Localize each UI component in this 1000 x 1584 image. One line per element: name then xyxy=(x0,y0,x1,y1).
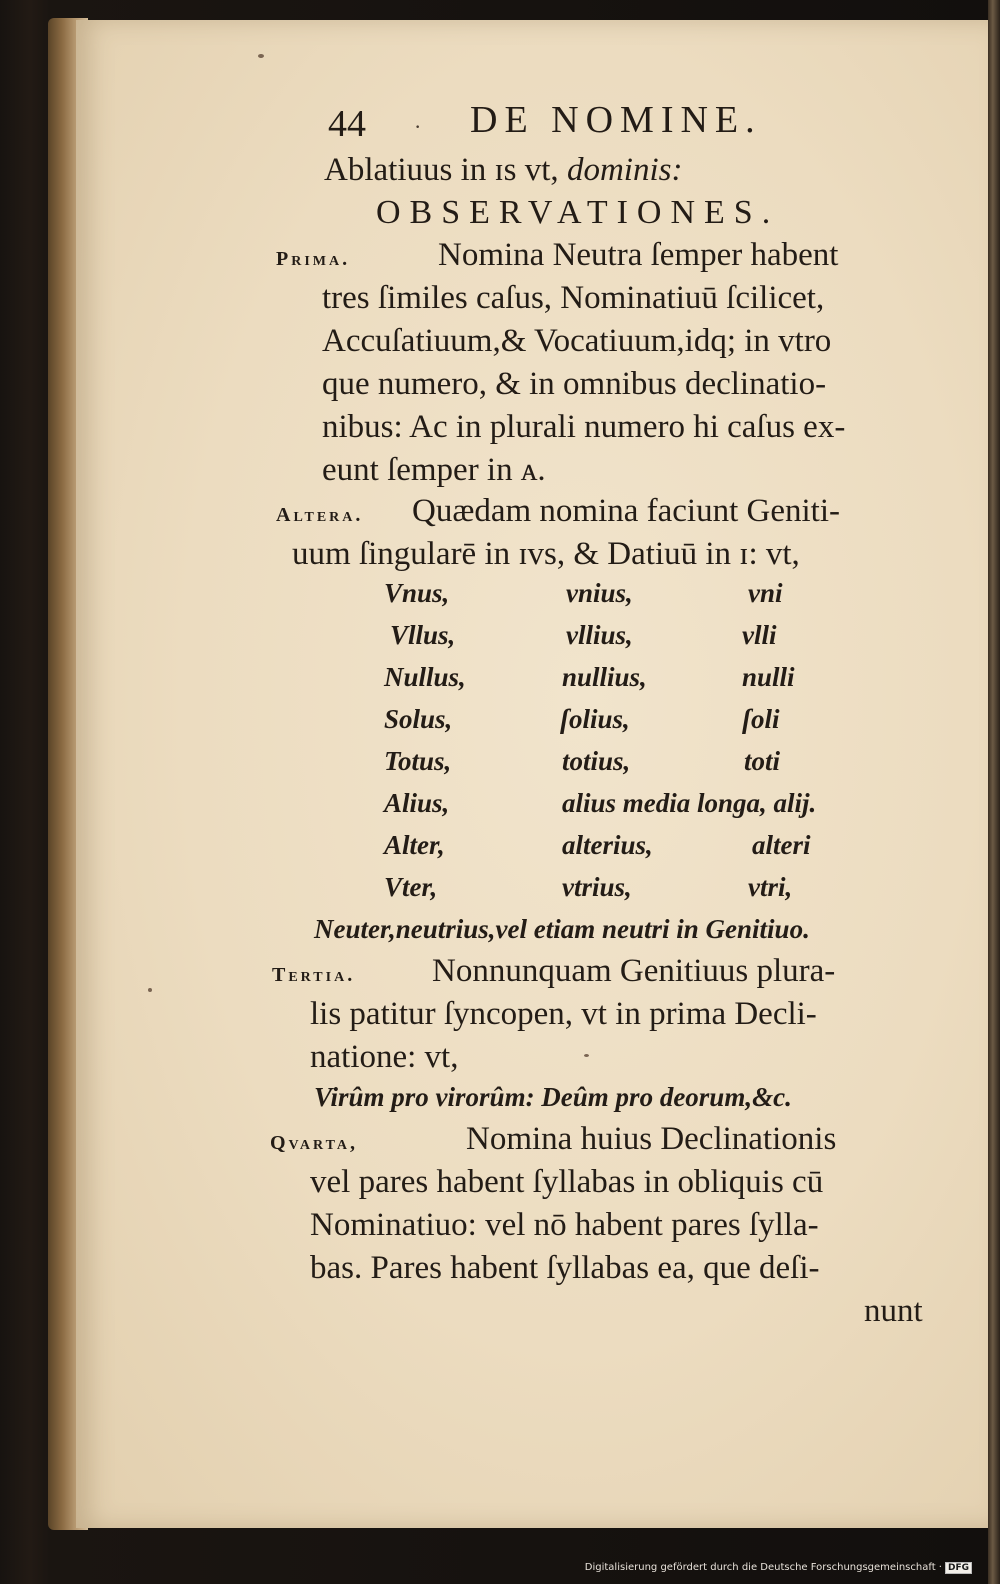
genitive-cell: nullius, xyxy=(562,662,647,692)
neuter-line: Neuter,neutrius,vel etiam neutri in Genitiuo. xyxy=(314,914,810,944)
nominative-cell: Vllus, xyxy=(390,620,456,650)
tertia-line-3: natione: vt, xyxy=(310,1039,459,1075)
altera-label: Altera. xyxy=(276,504,364,526)
nominative-cell: Nullus, xyxy=(384,662,466,692)
prima-line-2: tres ſimiles caſus, Nominatiuū ſcilicet, xyxy=(322,280,825,316)
running-head-title: DE NOMINE. xyxy=(470,99,762,141)
genitive-cell: vllius, xyxy=(566,620,633,650)
dative-cell: ſoli xyxy=(742,704,780,734)
dative-cell: vtri, xyxy=(748,872,793,902)
quarta-line-4: bas. Pares habent ſyllabas ea, que deſi- xyxy=(310,1250,820,1286)
head-separator: · xyxy=(414,114,422,139)
nominative-cell: Vnus, xyxy=(384,578,450,608)
nominative-cell: Solus, xyxy=(384,704,453,734)
ablative-example: dominis: xyxy=(566,152,683,188)
paper-fleck xyxy=(584,1054,589,1057)
tertia-line-1: Nonnunquam Genitiuus plura- xyxy=(432,953,836,989)
genitive-cell: alius media longa, alij. xyxy=(562,788,817,818)
dative-cell: vni xyxy=(748,578,783,608)
ablative-text: Ablatiuus in ɪs vt, xyxy=(324,152,567,188)
quarta-line-2: vel pares habent ſyllabas in obliquis cū xyxy=(310,1164,824,1200)
nominative-cell: Alius, xyxy=(384,788,450,818)
credit-text: Digitalisierung gefördert durch die Deutsche Forschungsgemeinschaft · xyxy=(584,1562,942,1573)
digitization-credit xyxy=(585,1562,972,1574)
prima-line-1: Nomina Neutra ſemper habent xyxy=(438,237,839,273)
dative-cell: toti xyxy=(744,746,781,776)
catchword: nunt xyxy=(864,1293,923,1329)
tertia-line-2: lis patitur ſyncopen, vt in prima Decli- xyxy=(310,996,817,1032)
right-page-shadow xyxy=(988,0,1000,1584)
prima-line-4: que numero, & in omnibus declinatio- xyxy=(322,366,827,402)
genitive-cell: vnius, xyxy=(566,578,633,608)
dative-cell: alteri xyxy=(752,830,811,860)
paper-fleck xyxy=(258,54,264,58)
page-number: 44 xyxy=(328,103,366,145)
dative-cell: nulli xyxy=(742,662,795,692)
observations-heading: OBSERVATIONES. xyxy=(376,194,780,231)
genitive-cell: totius, xyxy=(562,746,631,776)
genitive-cell: vtrius, xyxy=(562,872,632,902)
ablative-line xyxy=(324,152,682,189)
altera-line-1: Quædam nomina faciunt Geniti- xyxy=(412,493,840,529)
genitive-cell: alterius, xyxy=(562,830,653,860)
dfg-logo: DFG xyxy=(945,1562,972,1574)
nominative-cell: Alter, xyxy=(384,830,445,860)
tertia-label: Tertia. xyxy=(272,964,356,986)
nominative-cell: Vter, xyxy=(384,872,438,902)
quarta-line-1: Nomina huius Declinationis xyxy=(466,1121,837,1157)
quarta-label: Qvarta, xyxy=(270,1132,358,1154)
prima-line-3: Accuſatiuum,& Vocatiuum,idq; in vtro xyxy=(322,323,832,359)
dative-cell: vlli xyxy=(742,620,777,650)
paper-fleck xyxy=(148,988,152,992)
genitive-cell: ſolius, xyxy=(560,704,630,734)
prima-line-5: nibus: Ac in plurali numero hi caſus ex- xyxy=(322,409,846,445)
virum-example-line: Virûm pro virorûm: Deûm pro deorum,&c. xyxy=(314,1082,792,1112)
nominative-cell: Totus, xyxy=(384,746,452,776)
quarta-line-3: Nominatiuo: vel nō habent pares ſylla- xyxy=(310,1207,819,1243)
prima-line-6: eunt ſemper in ᴀ. xyxy=(322,452,546,488)
altera-line-2: uum ſingularē in ɪᴠs, & Datiuū in ɪ: vt, xyxy=(292,536,800,572)
prima-label: Prima. xyxy=(276,248,351,270)
